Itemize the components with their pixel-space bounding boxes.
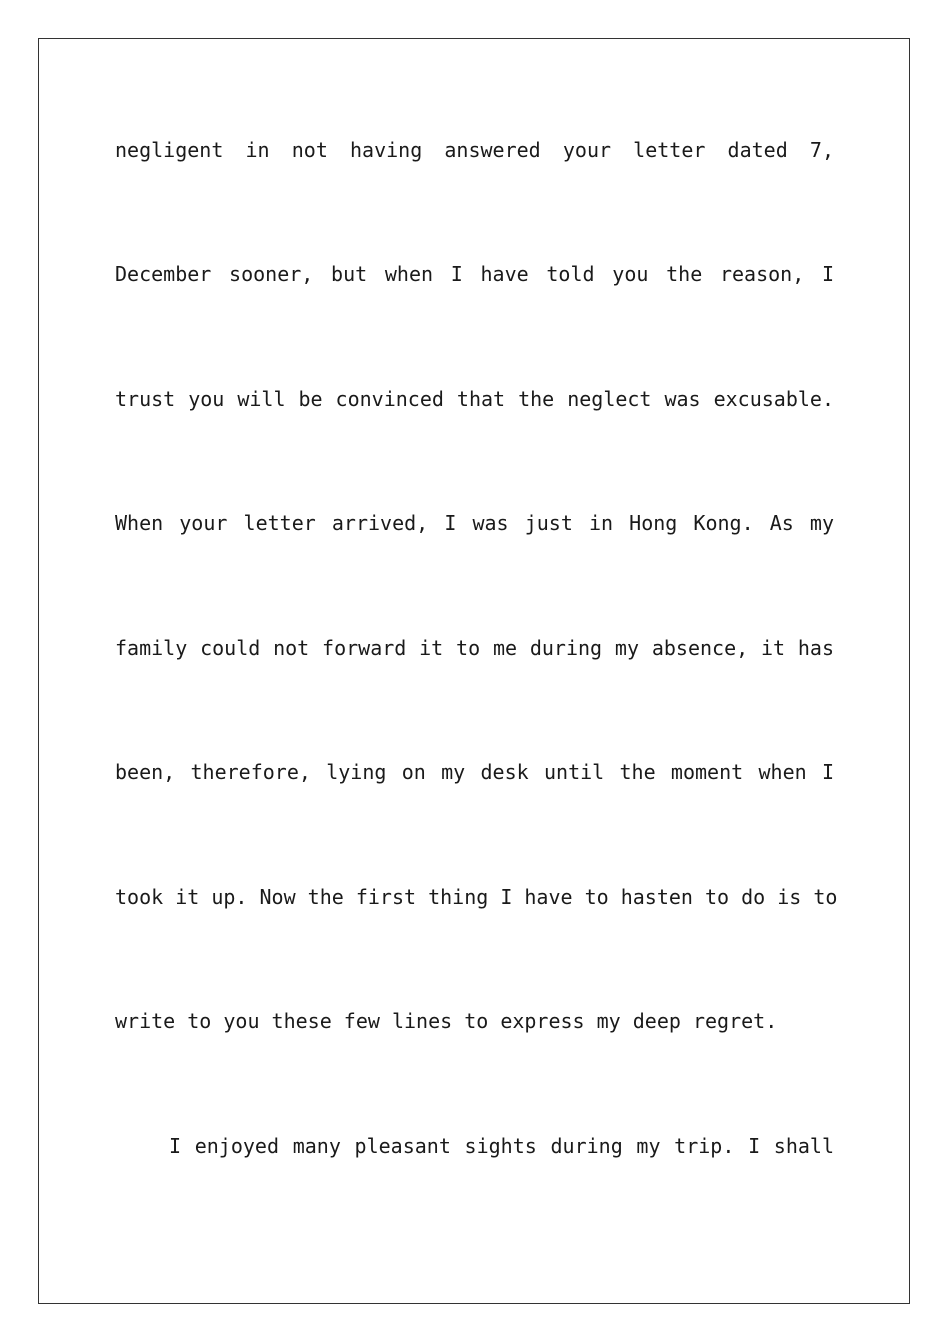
text-line-6: been, therefore, lying on my desk until the moment when I [115,760,834,784]
text-line-8: write to you these few lines to express my deep regret. [115,1009,778,1033]
text-line-5: family could not forward it to me during my absence, it has [115,636,834,660]
text-line-9: I enjoyed many pleasant sights during my trip. I shall [169,1134,834,1158]
text-line-2: December sooner, but when I have told you the reason, I [115,262,834,286]
text-line-3: trust you will be convinced that the neglect was excusable. [115,387,834,411]
text-line-1: negligent in not having answered your letter dated 7, [115,138,834,162]
text-line-4: When your letter arrived, I was just in Hong Kong. As my [115,511,834,535]
page-border [38,38,910,1304]
text-line-7: took it up. Now the first thing I have to hasten to do is to [115,885,838,909]
